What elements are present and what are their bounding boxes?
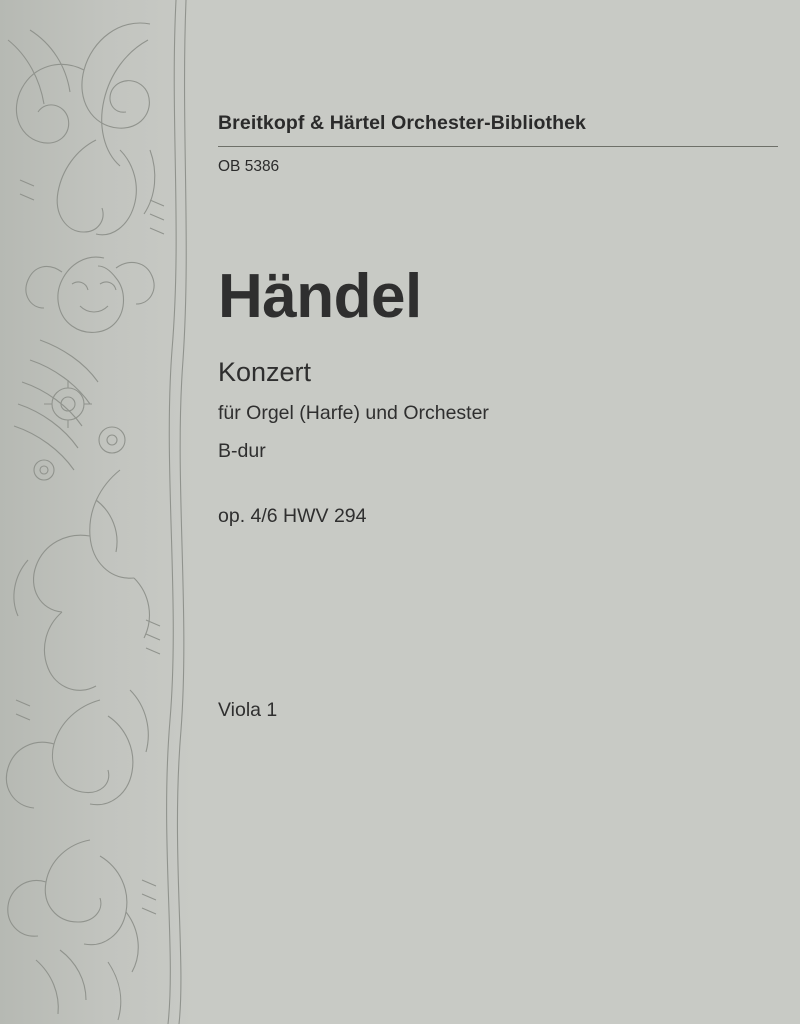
header-divider: [218, 146, 778, 147]
opus-catalogue-number: op. 4/6 HWV 294: [218, 505, 367, 527]
baroque-engraving-ornament: [0, 0, 196, 1024]
work-title: Konzert: [218, 357, 312, 387]
composer-name: Händel: [218, 262, 422, 331]
series-title: Breitkopf & Härtel Orchester-Bibliothek: [218, 112, 586, 134]
part-name: Viola 1: [218, 699, 278, 721]
plate-number: OB 5386: [218, 158, 280, 175]
cover-content: [218, 0, 778, 1024]
work-subtitle: für Orgel (Harfe) und Orchester: [218, 402, 489, 424]
work-key: B-dur: [218, 440, 266, 462]
